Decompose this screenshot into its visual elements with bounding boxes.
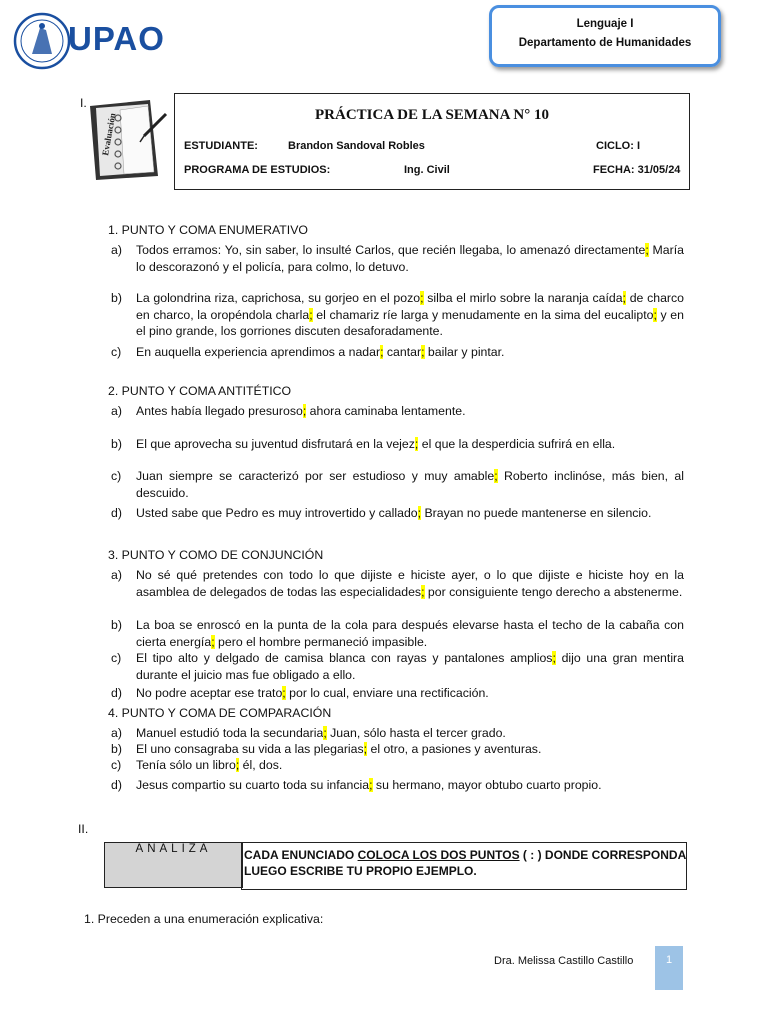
item-label: d) <box>111 778 122 792</box>
department-box <box>489 5 721 67</box>
highlighted-semicolon: ; <box>494 469 498 483</box>
item-label: c) <box>111 651 122 665</box>
item-text: La golondrina riza, caprichosa, su gorjeo en el pozo; silba el mirlo sobre la naranja caída; de charco en charco, la oropéndola charla; el chamariz ríe larga y menudamente en la sima del eucalipto; y en el pino grande, los gorriones discuten desaforadamente. <box>136 291 685 339</box>
item-label: c) <box>111 758 122 772</box>
item-text: La boa se enroscó en la punta de la cola para después elevarse hasta el techo de la cabaña con cierta energía; pero el hombre permaneció impasible. <box>136 618 684 649</box>
item-label: c) <box>111 345 122 359</box>
highlighted-semicolon: ; <box>309 307 313 322</box>
date-value: FECHA: 31/05/24 <box>593 164 681 176</box>
item-text: Jesus compartio su cuarto toda su infancia; su hermano, mayor obtubo cuarto propio. <box>136 778 602 792</box>
highlighted-semicolon: ; <box>421 584 425 599</box>
item-label: b) <box>111 742 122 756</box>
footer-author: Dra. Melissa Castillo Castillo <box>494 955 634 967</box>
highlighted-semicolon: ; <box>282 686 286 700</box>
highlighted-semicolon: ; <box>323 726 327 740</box>
analiza-instruction: CADA ENUNCIADO COLOCA LOS DOS PUNTOS ( : ) DONDE CORRESPONDA LUEGO ESCRIBE TU PROPIO EJEMPLO. <box>241 842 687 890</box>
item-label: d) <box>111 686 122 700</box>
item-text: El que aprovecha su juventud disfrutará en la vejez; el que la desperdicia sufrirá en ella. <box>136 437 616 451</box>
highlighted-semicolon: ; <box>302 404 307 418</box>
department-name: Departamento de Humanidades <box>518 37 692 49</box>
item-label: c) <box>111 469 122 483</box>
item-label: b) <box>111 618 122 632</box>
item-label: a) <box>111 404 122 418</box>
section-title-1: 1. PUNTO Y COMA ENUMERATIVO <box>108 223 308 237</box>
item-label: a) <box>111 568 122 582</box>
item-text: Todos erramos: Yo, sin saber, lo insulté Carlos, que recién llegaba, lo amenazó directamente; María lo descorazonó y el policía, para colmo, lo detuvo. <box>136 243 684 274</box>
section-roman-2: II. <box>78 822 89 836</box>
highlighted-semicolon: ; <box>363 742 368 756</box>
item-text: Tenía sólo un libro; él, dos. <box>136 758 283 772</box>
highlighted-semicolon: ; <box>380 345 384 359</box>
item-text: En auquella experiencia aprendimos a nadar; cantar; bailar y pintar. <box>136 345 505 359</box>
item-text: Juan siempre se caracterizó por ser estudioso y muy amable; Roberto inclinóse, más bien, al descuido. <box>136 469 685 500</box>
practice-header-box <box>174 93 690 190</box>
item-text: Usted sabe que Pedro es muy introvertido y callado; Brayan no puede mantenerse en silencio. <box>136 506 652 520</box>
item-text: No podre aceptar ese trato; por lo cual, enviare una rectificación. <box>136 686 489 700</box>
item-text: No sé qué pretendes con todo lo que dijiste e hiciste ayer, o lo que dijiste e hiciste hoy en la asamblea de delegados de todas las especialidades; por consiguiente tengo derecho a abstenerme. <box>136 568 684 599</box>
highlighted-semicolon: ; <box>235 758 240 772</box>
highlighted-semicolon: ; <box>645 243 649 257</box>
cycle-value: CICLO: I <box>596 140 640 152</box>
item-text: El uno consagraba su vida a las plegarias; el otro, a pasiones y aventuras. <box>136 742 542 756</box>
practice-title: PRÁCTICA DE LA SEMANA N° 10 <box>315 107 549 123</box>
highlighted-semicolon: ; <box>420 291 424 305</box>
section-roman-1: I. <box>80 96 87 110</box>
evaluation-label: Evaluación <box>100 112 118 157</box>
analiza-label: ANALIZA <box>104 842 243 888</box>
item-label: b) <box>111 291 122 305</box>
section-title-3: 3. PUNTO Y COMO DE CONJUNCIÓN <box>108 548 324 562</box>
highlighted-semicolon: ; <box>653 307 657 322</box>
highlighted-semicolon: ; <box>421 345 425 359</box>
logo-text: UPAO <box>68 20 165 57</box>
item-text: El tipo alto y delgado de camisa blanca con rayas y pantalones amplios; dijo una gran mentira durante el juicio mas fue obligado a ello. <box>136 651 684 682</box>
course-name: Lenguaje I <box>576 18 634 30</box>
highlighted-semicolon: ; <box>211 634 215 649</box>
program-value: Ing. Civil <box>404 164 450 176</box>
student-name: Brandon Sandoval Robles <box>288 140 425 152</box>
highlighted-semicolon: ; <box>622 291 626 305</box>
highlighted-semicolon: ; <box>369 778 373 792</box>
item-label: a) <box>111 243 122 257</box>
item-text: Antes había llegado presuroso; ahora caminaba lentamente. <box>136 404 466 418</box>
student-label: ESTUDIANTE: <box>184 140 258 152</box>
evaluation-notebook-icon <box>86 96 176 182</box>
item-text: Manuel estudió toda la secundaria; Juan, sólo hasta el tercer grado. <box>136 726 506 740</box>
section-title-2: 2. PUNTO Y COMA ANTITÉTICO <box>108 384 292 398</box>
item-label: d) <box>111 506 122 520</box>
highlighted-semicolon: ; <box>417 506 422 520</box>
highlighted-semicolon: ; <box>414 437 419 451</box>
page-number: 1 <box>655 946 683 990</box>
program-label: PROGRAMA DE ESTUDIOS: <box>184 164 331 176</box>
section-title-4: 4. PUNTO Y COMA DE COMPARACIÓN <box>108 706 332 720</box>
question-1: 1. Preceden a una enumeración explicativa: <box>84 912 324 926</box>
item-label: b) <box>111 437 122 451</box>
highlighted-semicolon: ; <box>552 651 556 665</box>
item-label: a) <box>111 726 122 740</box>
